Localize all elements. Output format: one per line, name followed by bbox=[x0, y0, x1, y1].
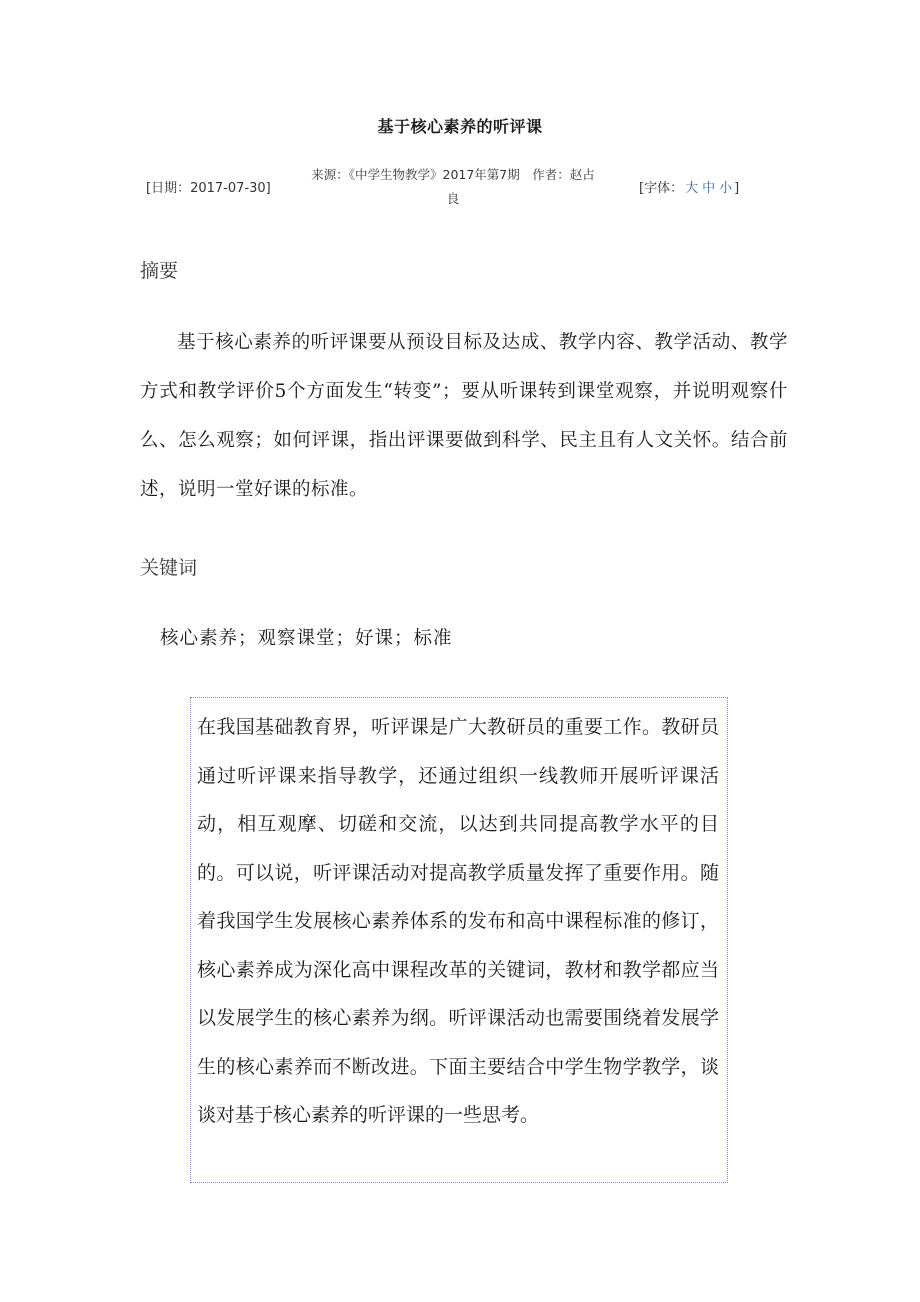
keywords-heading: 关键词 bbox=[140, 557, 198, 579]
intro-text: 在我国基础教育界，听评课是广大教研员的重要工作。教研员通过听评课来指导教学，还通过组织一线教师开展听评课活动，相互观摩、切磋和交流，以达到共同提高教学水平的目的。可以说，听评课活动对提高教学质量发挥了重要作用。随着我国学生发展核心素养体系的发布和高中课程标准的修订，核心素养成为深化高中课程改革的关键词，教材和教学都应当以发展学生的核心素养为纲。听评课活动也需要围绕着发展学生的核心素养而不断改进。下面主要结合中学生物学教学，谈谈对基于核心素养的听评课的一些思考。 bbox=[197, 716, 719, 1126]
font-size-large-link[interactable]: 大 bbox=[685, 181, 699, 196]
abstract-heading: 摘要 bbox=[140, 260, 179, 282]
article-title: 基于核心素养的听评课 bbox=[377, 117, 543, 136]
font-size-medium-link[interactable]: 中 bbox=[702, 181, 716, 196]
keywords-text: 核心素养；观察课堂；好课；标准 bbox=[160, 628, 453, 649]
source-author: 来源：《中学生物教学》2017年第7期 作者：赵占良 bbox=[311, 167, 595, 206]
publish-date: [日期：2017-07-30] bbox=[146, 181, 271, 196]
font-size-control bbox=[639, 177, 739, 196]
font-size-close: ] bbox=[734, 181, 740, 196]
font-size-small-link[interactable]: 小 bbox=[719, 181, 733, 196]
font-size-label: [字体： bbox=[639, 181, 684, 196]
intro-box bbox=[190, 697, 728, 1183]
abstract-text: 基于核心素养的听评课要从预设目标及达成、教学内容、教学活动、教学方式和教学评价5个方面发生“转变”；要从听课转到课堂观察，并说明观察什么、怎么观察；如何评课，指出评课要做到科学、民主且有人文关怀。结合前述，说明一堂好课的标准。 bbox=[140, 332, 788, 500]
